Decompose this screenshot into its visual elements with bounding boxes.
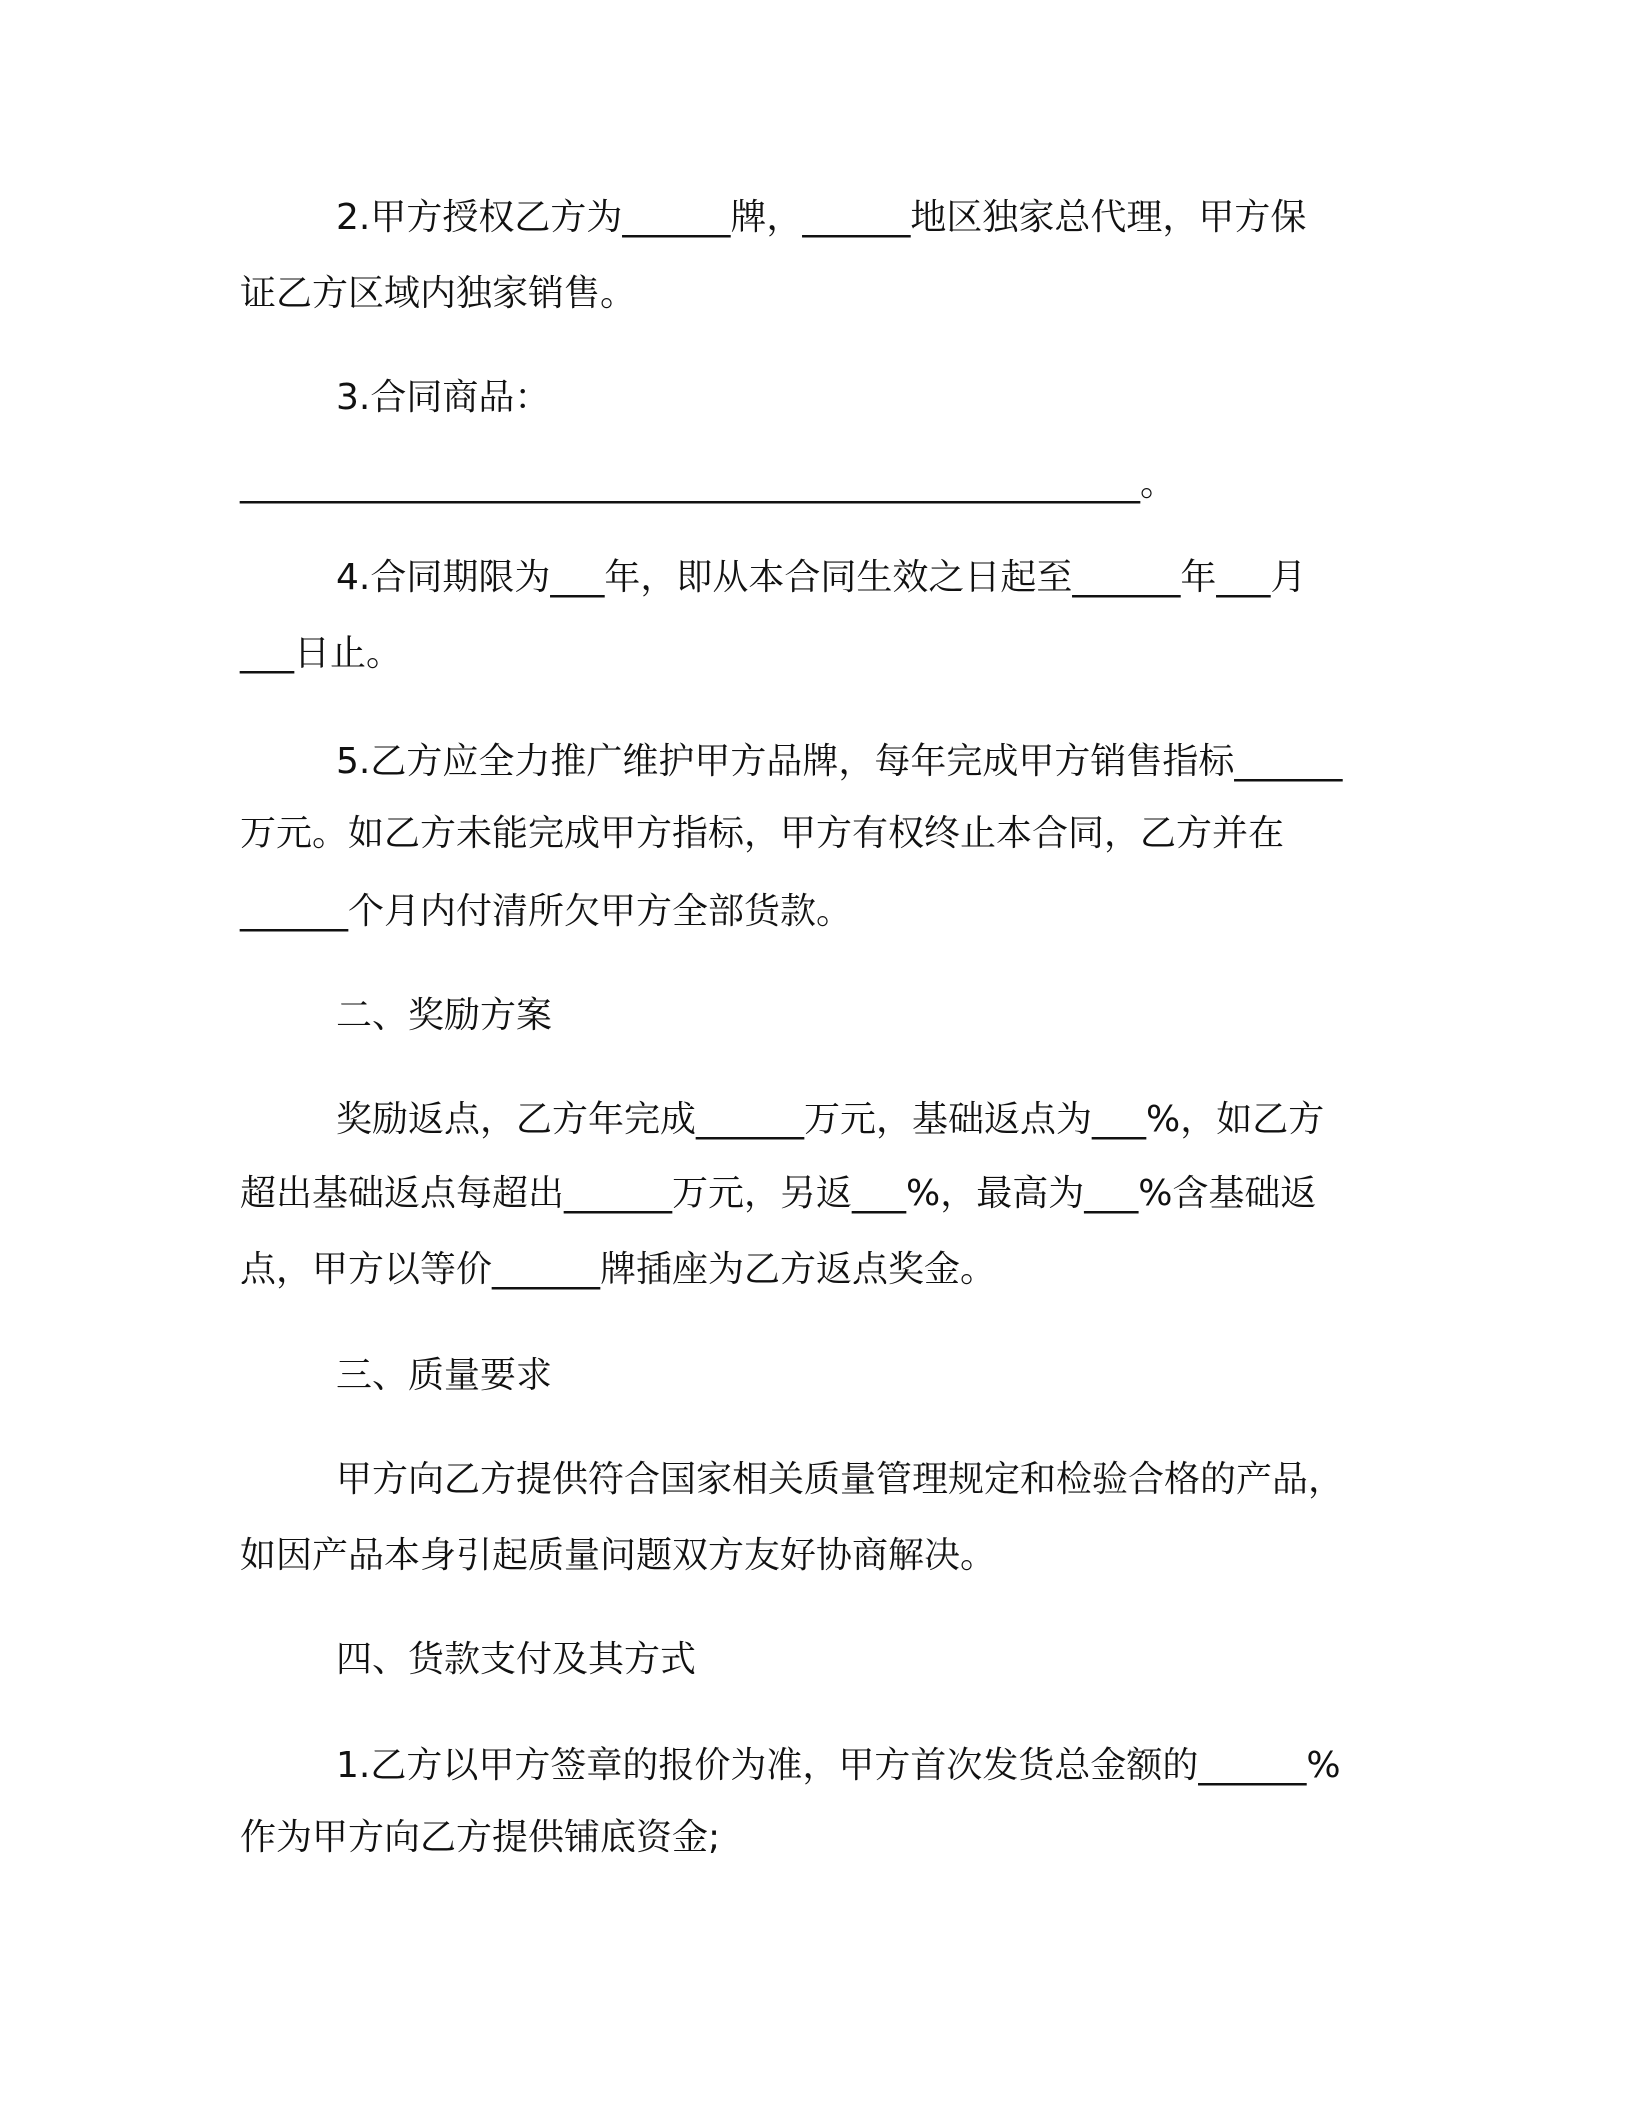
section-3-heading: 三、质量要求 bbox=[336, 1355, 553, 1396]
quality-line-1: 甲方向乙方提供符合国家相关质量管理规定和检验合格的产品， bbox=[336, 1459, 1345, 1500]
reward-line-1: 奖励返点，乙方年完成______万元，基础返点为___%，如乙方 bbox=[336, 1099, 1325, 1140]
reward-line-3: 点，甲方以等价______牌插座为乙方返点奖金。 bbox=[240, 1249, 997, 1290]
payment-line-1: 1.乙方以甲方签章的报价为准，甲方首次发货总金额的______% bbox=[336, 1745, 1341, 1786]
clause-3-line-2: __________________________________________________。 bbox=[240, 463, 1176, 504]
clause-4-line-1: 4.合同期限为___年，即从本合同生效之日起至______年___月 bbox=[336, 557, 1307, 598]
section-2-heading: 二、奖励方案 bbox=[336, 995, 553, 1036]
reward-line-2: 超出基础返点每超出______万元，另返___%，最高为___%含基础返 bbox=[240, 1173, 1317, 1214]
clause-5-line-3: ______个月内付清所欠甲方全部货款。 bbox=[240, 891, 853, 932]
section-4-heading: 四、货款支付及其方式 bbox=[336, 1639, 697, 1680]
clause-2-line-1: 2.甲方授权乙方为______牌，______地区独家总代理，甲方保 bbox=[336, 197, 1307, 238]
clause-4-line-2: ___日止。 bbox=[240, 633, 403, 674]
clause-3-line-1: 3.合同商品： bbox=[336, 377, 551, 418]
clause-2-line-2: 证乙方区域内独家销售。 bbox=[240, 273, 637, 314]
quality-line-2: 如因产品本身引起质量问题双方友好协商解决。 bbox=[240, 1535, 997, 1576]
clause-5-line-1: 5.乙方应全力推广维护甲方品牌，每年完成甲方销售指标______ bbox=[336, 741, 1343, 782]
clause-5-line-2: 万元。如乙方未能完成甲方指标，甲方有权终止本合同，乙方并在 bbox=[240, 813, 1285, 854]
payment-line-2: 作为甲方向乙方提供铺底资金; bbox=[240, 1817, 721, 1858]
